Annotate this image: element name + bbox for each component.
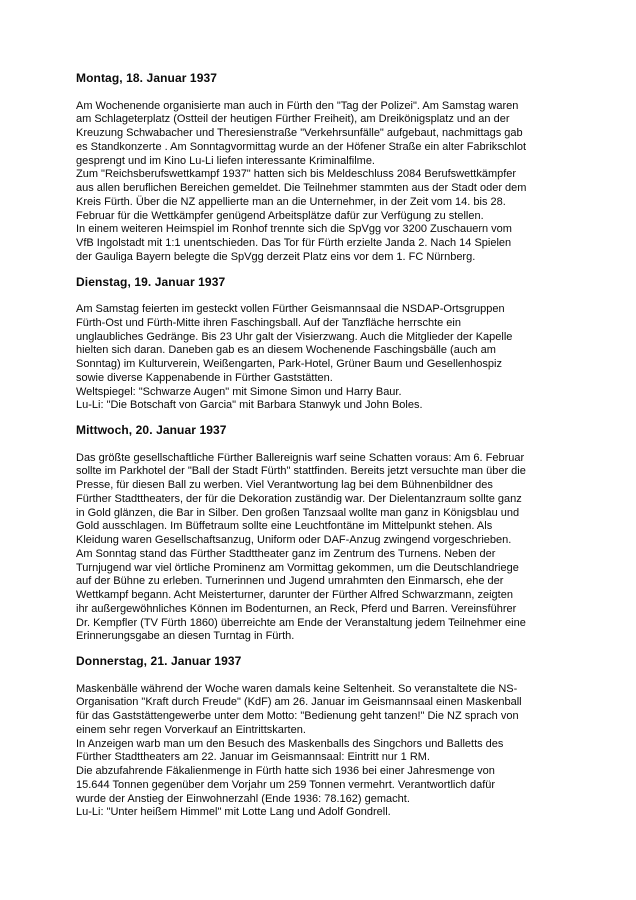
- body-text-line: Presse, für diesen Ball zu werben. Viel Verantwortung lag bei dem Bühnenbildner des: [76, 479, 493, 491]
- body-text-line: ihr außergewöhnliches Können im Bodenturnen, an Reck, Pferd und Barren. Vereinsführer: [76, 602, 517, 615]
- body-text-line: Kreuzung Schwabacher und Theresienstraße "Verkehrsunfälle" aufgebaut, nachmittags gab: [76, 127, 523, 139]
- body-text-line: am Schlageterplatz (Ostteil der heutigen Fürther Freiheit), am Dreikönigsplatz und an der: [76, 113, 510, 126]
- body-text-line: einem sehr regen Vorverkauf an Eintrittskarten.: [76, 723, 306, 736]
- body-text-line: sollte im Parkhotel der "Ball der Stadt Fürth" stattfinden. Bereits jetzt versuchte man über die: [76, 465, 526, 478]
- day-heading: Dienstag, 19. Januar 1937: [76, 274, 226, 289]
- body-text-line: in Gold glänzen, die Bar in Silber. Den großen Tanzsaal wollte man ganz in Königsblau und: [76, 506, 520, 519]
- body-text-line: Am Samstag feierten im gesteckt vollen Fürther Geismannsaal die NSDAP-Ortsgruppen: [76, 303, 505, 315]
- body-text-line: Lu-Li: "Unter heißem Himmel" mit Lotte Lang und Adolf Gondrell.: [76, 806, 391, 819]
- day-body: [76, 100, 626, 265]
- day-body: [76, 452, 626, 645]
- body-text-line: Organisation "Kraft durch Freude" (KdF) am 26. Januar im Geismannsaal einen Maskenball: [76, 696, 522, 709]
- body-text-line: Kleidung waren Gesellschaftsanzug, Uniform oder DAF-Anzug zwingend vorgeschrieben.: [76, 534, 512, 546]
- body-text-line: Turnjugend war viel örtliche Prominenz am Vormittag gekommen, um die Deutschlandriege: [76, 561, 519, 574]
- body-text-line: VfB Ingolstadt mit 1:1 unentschieden. Das Tor für Fürth erzielte Janda 2. Nach 14 Spielen: [76, 237, 512, 249]
- body-text-line: In einem weiteren Heimspiel im Ronhof trennte sich die SpVgg vor 3200 Zuschauern vom: [76, 223, 512, 236]
- body-text-line: Weltspiegel: "Schwarze Augen" mit Simone Simon und Harry Baur.: [76, 385, 402, 398]
- day-heading: Donnerstag, 21. Januar 1937: [76, 654, 242, 668]
- body-text-line: für das Gaststättengewerbe unter dem Motto: "Bedienung geht tanzen!" Die NZ sprach von: [76, 710, 519, 722]
- day-heading: Mittwoch, 20. Januar 1937: [76, 423, 227, 437]
- body-text-line: In Anzeigen warb man um den Besuch des Maskenballs des Singchors und Balletts des: [76, 737, 504, 750]
- body-text-line: Maskenbälle während der Woche waren damals keine Seltenheit. So veranstaltete die NS-: [76, 682, 518, 695]
- body-text-line: hielten sich daran. Daneben gab es an diesem Wochenende Faschingsbälle (auch am: [76, 344, 496, 357]
- body-text-line: Fürther Stadttheaters am 22. Januar im Geismannsaal: Eintritt nur 1 RM.: [76, 751, 430, 764]
- diary-day-section: [76, 424, 626, 644]
- body-text-line: Am Wochenende organisierte man auch in Fürth den "Tag der Polizei". Am Samstag waren: [76, 99, 519, 112]
- body-text-line: Erinnerungsgabe an diesen Turntag in Fürth.: [76, 630, 295, 643]
- body-text-line: gesprengt und im Kino Lu-Li liefen interessante Kriminalfilme.: [76, 154, 375, 167]
- body-text-line: wurde der Anstieg der Einwohnerzahl (Ende 1936: 78.162) gemacht.: [76, 792, 410, 805]
- body-text-line: unglaubliches Gedränge. Bis 23 Uhr galt der Visierzwang. Auch die Mitglieder der Kapelle: [76, 330, 513, 343]
- body-text-line: Fürth-Ost und Fürth-Mitte ihren Faschingsball. Auf der Tanzfläche herrschte ein: [76, 316, 461, 329]
- day-body: [76, 683, 626, 821]
- body-text-line: Wettkampf begann. Acht Meisterturner, darunter der Fürther Alfred Schwarzmann, zeigten: [76, 589, 513, 601]
- body-text-line: Das größte gesellschaftliche Fürther Ballereignis warf seine Schatten voraus: Am 6. Februar: [76, 451, 525, 464]
- body-text-line: Kreis Fürth. Über die NZ appellierte man an die Unternehmer, in der Zeit vom 14. bis 28.: [76, 195, 506, 208]
- body-text-line: Fürther Stadttheaters, der für die Dekoration zuständig war. Der Dielentanzraum sollte ganz: [76, 492, 522, 505]
- body-text-line: Sonntag) im Kulturverein, Weißengarten, Park-Hotel, Grüner Baum und Gesellenhospiz: [76, 358, 502, 370]
- day-body: [76, 303, 626, 413]
- body-text-line: sowie diverse Kappenabende in Fürther Gaststätten.: [76, 371, 333, 384]
- body-text-line: Gold ausschlagen. Im Büffetraum sollte eine Leuchtfontäne im Mittelpunkt stehen. Als: [76, 520, 493, 533]
- diary-day-section: [76, 655, 626, 820]
- body-text-line: Lu-Li: "Die Botschaft von Garcia" mit Barbara Stanwyk und John Boles.: [76, 399, 423, 412]
- diary-day-section: [76, 72, 626, 265]
- body-text-line: der Gauliga Bayern belegte die SpVgg derzeit Platz eins vor dem 1. FC Nürnberg.: [76, 250, 476, 263]
- diary-day-section: [76, 276, 626, 414]
- body-text-line: Februar für die Wettkämpfer genügend Arbeitsplätze dafür zur Verfügung zu stellen.: [76, 209, 484, 222]
- body-text-line: Zum "Reichsberufswettkampf 1937" hatten sich bis Meldeschluss 2084 Berufswettkämpfer: [76, 168, 517, 181]
- diary-sections: [76, 72, 626, 820]
- body-text-line: auf der Bühne zu erleben. Turnerinnen und Jugend umrahmten den Einmarsch, ehe der: [76, 575, 504, 588]
- day-heading: Montag, 18. Januar 1937: [76, 71, 218, 85]
- body-text-line: Am Sonntag stand das Fürther Stadttheater ganz im Zentrum des Turnens. Neben der: [76, 547, 496, 560]
- body-text-line: aus allen beruflichen Bereichen gemeldet. Die Teilnehmer stammten aus der Stadt oder dem: [76, 182, 527, 194]
- body-text-line: Dr. Kempfler (TV Fürth 1860) überreichte am Ende der Veranstaltung jedem Teilnehmer eine: [76, 616, 526, 629]
- body-text-line: es Standkonzerte . Am Sonntagvormittag wurde an der Höfener Straße ein alter Fabrikschlot: [76, 140, 527, 153]
- body-text-line: 15.644 Tonnen gegenüber dem Vorjahr um 259 Tonnen vermehrt. Verantwortlich dafür: [76, 778, 496, 791]
- body-text-line: Die abzufahrende Fäkalienmenge in Fürth hatte sich 1936 bei einer Jahresmenge von: [76, 765, 495, 777]
